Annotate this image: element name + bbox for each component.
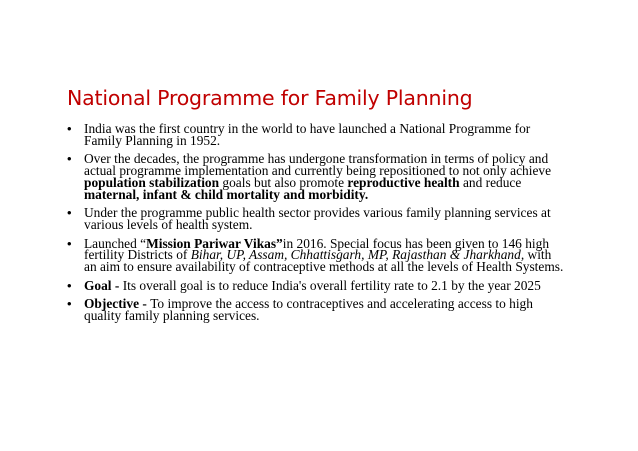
bullet-item: [67, 277, 567, 293]
bullet-dot-icon: •: [67, 296, 72, 312]
bullet-item: [67, 123, 567, 146]
text-segment: Objective -: [84, 296, 151, 312]
bullet-text: [84, 278, 541, 293]
text-segment: Goal -: [84, 277, 123, 293]
bullet-dot-icon: •: [67, 151, 72, 167]
text-segment: Mission Pariwar Vikas”: [146, 235, 283, 251]
text-segment: with an aim to ensure availability of contraceptive methods at all the levels of Health Systems.: [84, 247, 564, 275]
text-segment: India was the first country in the world to have launched a National Programme for Family Planning in 1952.: [84, 121, 531, 148]
bullet-item: [67, 235, 567, 275]
bullet-list: [67, 123, 567, 329]
text-segment: reproductive health: [347, 174, 460, 190]
bullet-text: [84, 296, 533, 323]
bullet-dot-icon: •: [67, 277, 72, 293]
bullet-dot-icon: •: [67, 121, 72, 136]
bullet-item: [67, 296, 567, 324]
text-segment: in 2016. Special focus has been given to 146 high fertility Districts of: [84, 235, 550, 263]
text-segment: and reduce: [459, 174, 522, 190]
bullet-text: [84, 121, 530, 148]
text-segment: population stabilization: [84, 174, 220, 190]
bullet-dot-icon: •: [67, 205, 72, 221]
bullet-item: [67, 207, 567, 230]
bullet-text: [84, 236, 563, 274]
text-segment: Under the programme public health sector provides various family planning services at various levels of health system.: [84, 205, 551, 232]
text-segment: Bihar, UP, Assam, Chhattisgarh, MP, Rajasthan & Jharkhand,: [190, 247, 525, 263]
slide-title: National Programme for Family Planning: [67, 86, 473, 110]
bullet-text: [84, 151, 551, 201]
text-segment: Its overall goal is to reduce India's overall fertility rate to 2.1 by the year 2025: [122, 277, 541, 293]
text-segment: Launched “: [84, 235, 147, 251]
bullet-dot-icon: •: [67, 235, 72, 251]
bullet-item: [67, 153, 567, 200]
text-segment: maternal, infant & child mortality and morbidity.: [84, 186, 369, 202]
text-segment: Over the decades, the programme has undergone transformation in terms of policy and actual programme implementation and currently being repositioned to not only achieve: [84, 151, 552, 179]
bullet-text: [84, 205, 551, 232]
text-segment: To improve the access to contraceptives and accelerating access to high quality family planning services.: [84, 296, 533, 324]
text-segment: goals but also promote: [219, 174, 348, 190]
